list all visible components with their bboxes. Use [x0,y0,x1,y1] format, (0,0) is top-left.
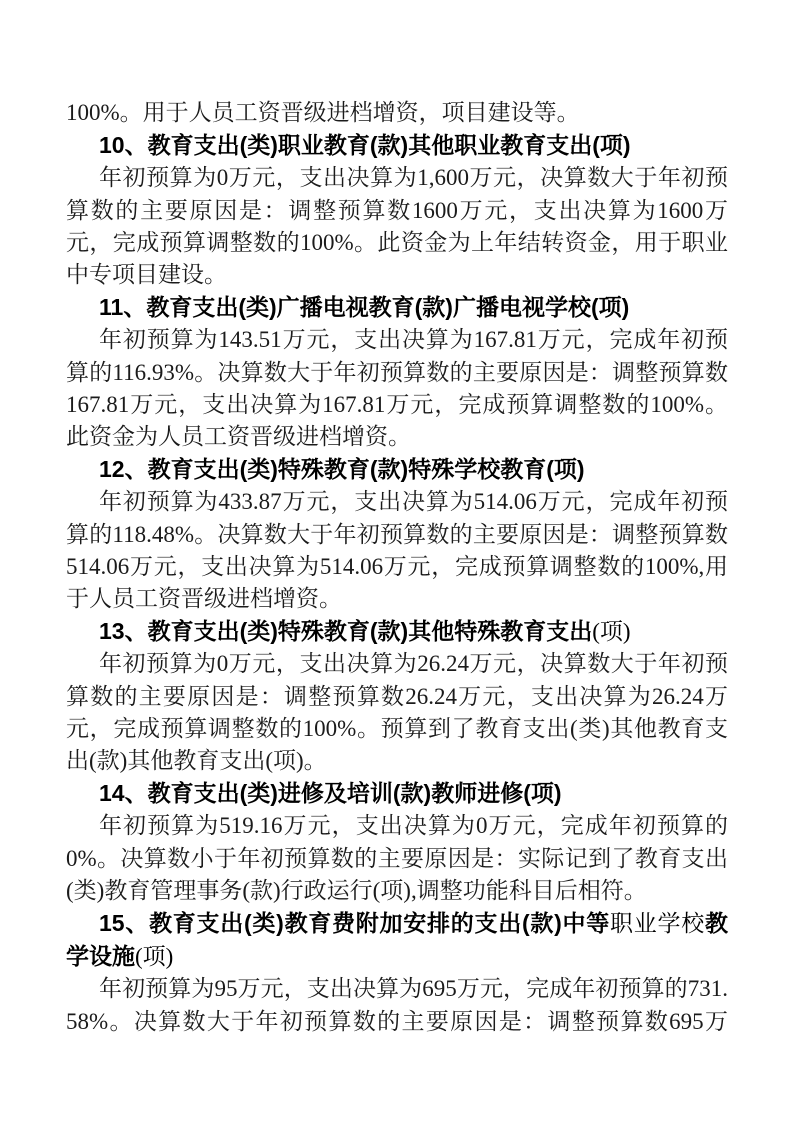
heading-text-bold: 13、教育支出(类)特殊教育(款)其他特殊教育支出 [99,618,593,645]
section-heading-10 [66,129,728,162]
section-body-10: 年初预算为0万元，支出决算为1,600万元，决算数大于年初预算数的主要原因是：调整预算数1600万元，支出决算为1600万元，完成预算调整数的100%。此资金为上年结转资金，用于职业中专项目建设。 [66,165,728,288]
section-body-11: 年初预算为143.51万元，支出决算为167.81万元，完成年初预算的116.93%。决算数大于年初预算数的主要原因是：调整预算数167.81万元，支出决算为167.81万元，完成预算调整数的100%。此资金为人员工资晋级进档增资。 [66,327,728,450]
heading-text-bold: 教学设施 [66,910,728,970]
section-heading-13 [66,615,728,648]
heading-text-bold: 14、教育支出(类)进修及培训(款)教师进修(项) [99,780,562,807]
section-body-12: 年初预算为433.87万元，支出决算为514.06万元，完成年初预算的118.48%。决算数大于年初预算数的主要原因是：调整预算数514.06万元，支出决算为514.06万元，完成预算调整数的100%,用于人员工资晋级进档增资。 [66,489,728,612]
heading-text-bold: 10、教育支出(类)职业教育(款)其他职业教育支出(项) [99,132,631,159]
heading-text-regular: 职业学校 [610,911,705,937]
section-heading-14 [66,777,728,810]
section-body-15: 年初预算为95万元，支出决算为695万元，完成年初预算的731.58%。决算数大于年初预算数的主要原因是：调整预算数695万 [66,976,728,1034]
heading-text-bold: 15、教育支出(类)教育费附加安排的支出(款)中等 [99,910,611,937]
heading-text-bold: 12、教育支出(类)特殊教育(款)特殊学校教育(项) [99,456,585,483]
heading-text-regular: (项) [135,944,174,970]
heading-text-regular: (项) [592,619,631,645]
heading-text-bold: 11、教育支出(类)广播电视教育(款)广播电视学校(项) [99,294,630,321]
section-body-14: 年初预算为519.16万元，支出决算为0万元，完成年初预算的0%。决算数小于年初预算数的主要原因是：实际记到了教育支出(类)教育管理事务(款)行政运行(项),调整功能科目后相符。 [66,813,728,903]
paragraph-continuation: 100%。用于人员工资晋级进档增资，项目建设等。 [66,100,580,125]
section-heading-11 [66,291,728,324]
section-body-13: 年初预算为0万元，支出决算为26.24万元，决算数大于年初预算数的主要原因是：调整预算数26.24万元，支出决算为26.24万元，完成预算调整数的100%。预算到了教育支出(类)其他教育支出(款)其他教育支出(项)。 [66,651,728,774]
section-heading-12 [66,453,728,486]
section-heading-15 [66,907,728,973]
sections-container [66,129,728,1038]
